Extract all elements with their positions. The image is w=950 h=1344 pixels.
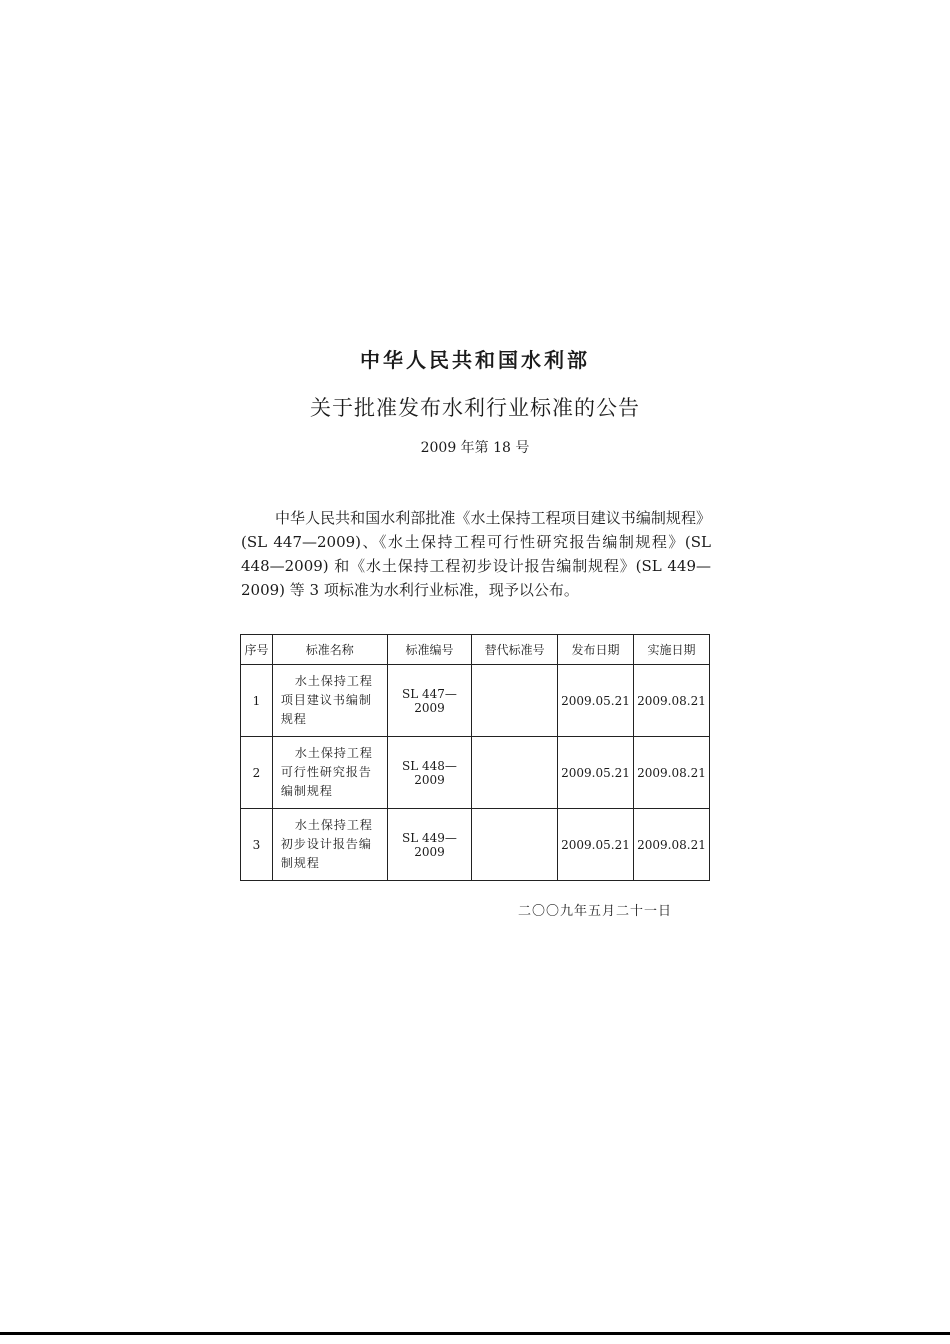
row-replaces	[472, 665, 558, 737]
issuer-heading: 中华人民共和国水利部	[360, 348, 590, 372]
table-header-row	[241, 635, 710, 665]
standards-table	[240, 634, 710, 881]
page-bottom-edge	[0, 1332, 950, 1335]
row-name	[272, 809, 387, 881]
row-effective: 2009.08.21	[633, 665, 709, 737]
row-name	[272, 737, 387, 809]
row-no: 2	[241, 737, 273, 809]
header-replaces: 替代标准号	[472, 635, 558, 665]
row-name-text: 水土保持工程可行性研究报告编制规程	[280, 746, 373, 798]
row-issued: 2009.05.21	[558, 809, 634, 881]
row-issued: 2009.05.21	[558, 737, 634, 809]
row-name	[272, 665, 387, 737]
header-no: 序号	[241, 635, 273, 665]
header-effective: 实施日期	[633, 635, 709, 665]
row-issued: 2009.05.21	[558, 665, 634, 737]
row-no: 1	[241, 665, 273, 737]
table-row	[241, 665, 710, 737]
table-row	[241, 809, 710, 881]
row-code: SL 447—2009	[387, 665, 472, 737]
row-replaces	[472, 809, 558, 881]
announcement-title: 关于批准发布水利行业标准的公告	[310, 396, 640, 420]
signing-date: 二〇〇九年五月二十一日	[518, 904, 673, 919]
document-number: 2009 年第 18 号	[420, 440, 530, 456]
row-effective: 2009.08.21	[633, 809, 709, 881]
table-row	[241, 737, 710, 809]
row-no: 3	[241, 809, 273, 881]
row-name-text: 水土保持工程初步设计报告编制规程	[280, 818, 373, 870]
announcement-paragraph: 中华人民共和国水利部批准《水土保持工程项目建议书编制规程》(SL 447—2009)、《水土保持工程可行性研究报告编制规程》(SL 448—2009) 和《水土保持工程初步设计报告编制规程》(SL 449—2009) 等 3 项标准为水利行业标准，现予以公布。	[241, 509, 711, 599]
row-code: SL 448—2009	[387, 737, 472, 809]
row-replaces	[472, 737, 558, 809]
row-effective: 2009.08.21	[633, 737, 709, 809]
row-code: SL 449—2009	[387, 809, 472, 881]
header-issued: 发布日期	[558, 635, 634, 665]
row-name-text: 水土保持工程项目建议书编制规程	[280, 674, 373, 726]
header-code: 标准编号	[387, 635, 472, 665]
header-name: 标准名称	[272, 635, 387, 665]
